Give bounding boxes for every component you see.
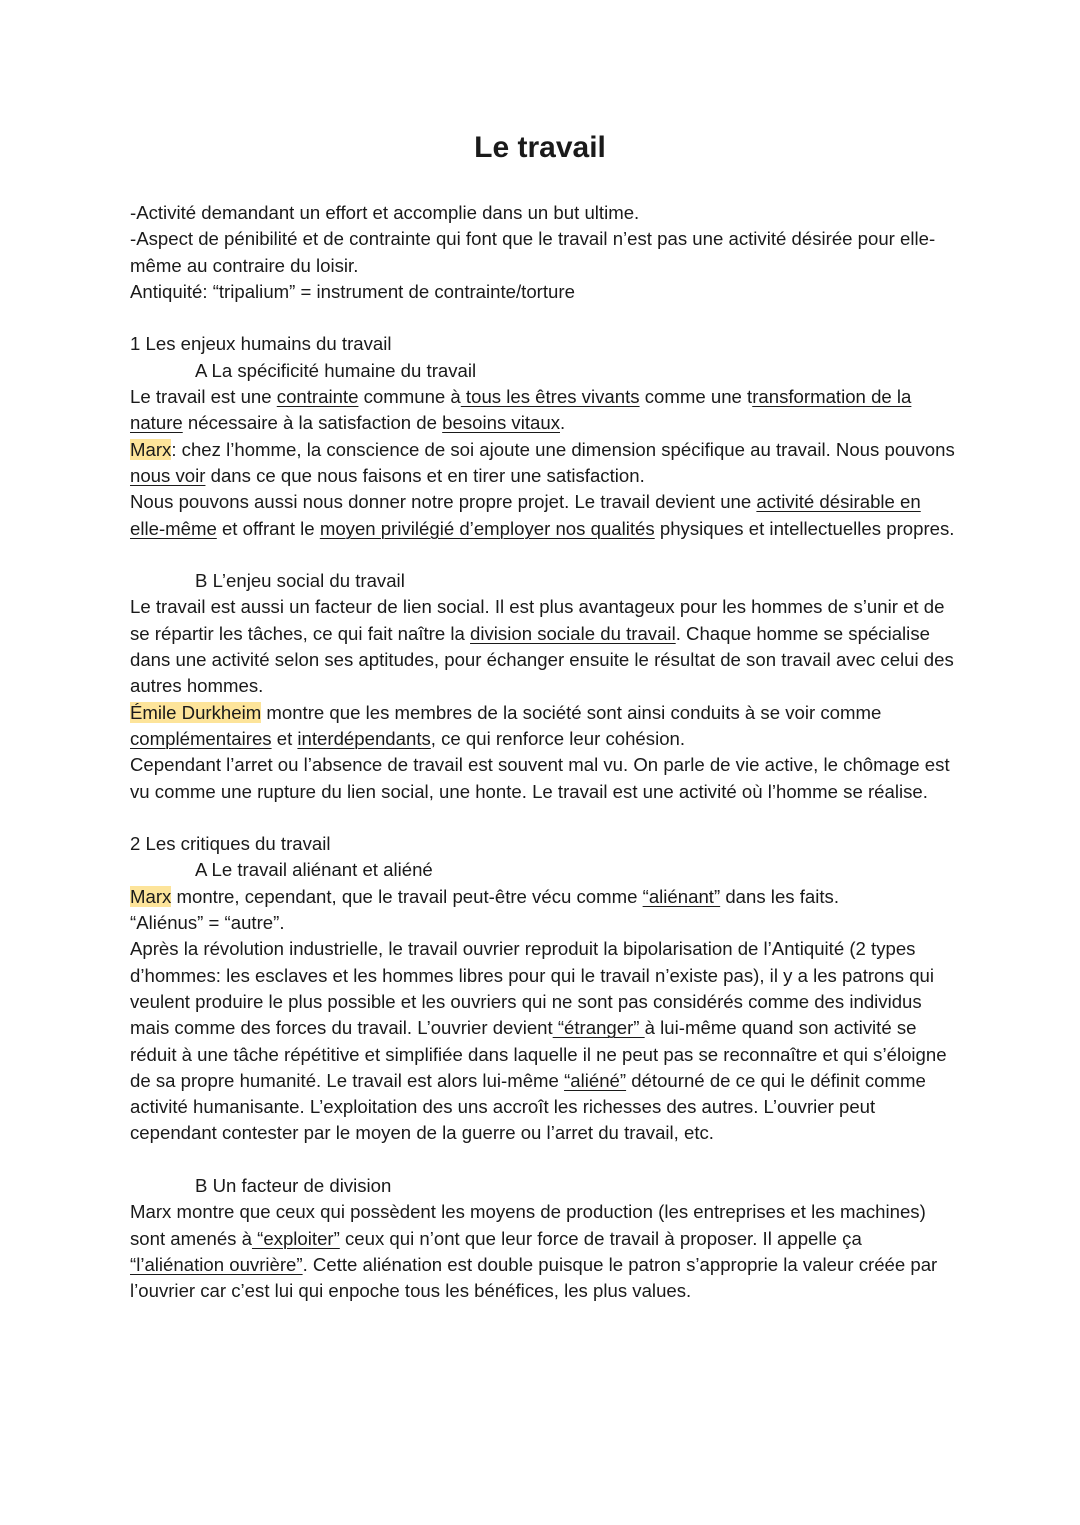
subsection-heading-1b: B L’enjeu social du travail [195, 570, 405, 592]
intro-line: -Aspect de pénibilité et de contrainte qui font que le travail n’est pas une activité désirée pour elle-même au contraire du loisir. [130, 228, 936, 276]
text-span: , ce qui renforce leur cohésion. [430, 727, 686, 749]
underlined-term: “étranger” [552, 1017, 645, 1039]
underlined-term: ransformation de la nature [130, 386, 912, 434]
text-span: ceux qui n’ont que leur force de travail à proposer. Il appelle ça [339, 1227, 862, 1249]
document-page [130, 128, 960, 1304]
underlined-term: “aliéné” [564, 1069, 627, 1091]
spacer [130, 542, 960, 568]
text-span: dans les faits. [720, 885, 840, 907]
paragraph [130, 936, 960, 1146]
document-body [130, 200, 960, 1304]
underlined-term: division sociale du travail [470, 622, 676, 644]
text-span: . [560, 412, 566, 434]
paragraph [130, 1199, 960, 1304]
intro-line: Antiquité: “tripalium” = instrument de contrainte/torture [130, 280, 575, 302]
text-span: Après la révolution industrielle, le travail ouvrier reproduit la bipolarisation de l’Antiquité (2 types d’hommes: les esclaves et les hommes libres pour qui le travail n’existe pas), il y a les patrons qui veulent produire le plus possible et les ouvriers qui ne sont pas considérés comme des individus mais comme des forces du travail. L’ouvrier devient [130, 938, 935, 1039]
underlined-term: activité désirable en elle-même [130, 491, 921, 539]
paragraph: “Aliénus” = “autre”. [130, 912, 285, 934]
text-span: . Cette aliénation est double puisque le patron s’approprie la valeur créée par l’ouvrier car c’est lui qui enpoche tous les bénéfices, les plus values. [130, 1253, 938, 1302]
paragraph [130, 884, 960, 910]
spacer [130, 805, 960, 831]
underlined-term: tous les êtres vivants [460, 386, 640, 408]
underlined-term: complémentaires [130, 727, 272, 749]
section-heading-2: 2 Les critiques du travail [130, 833, 331, 855]
paragraph [130, 489, 960, 542]
text-span: dans ce que nous faisons et en tirer une satisfaction. [205, 464, 645, 486]
text-span: montre que les membres de la société sont ainsi conduits à se voir comme [261, 701, 882, 723]
subsection-heading-1a: A La spécificité humaine du travail [195, 359, 477, 381]
underlined-term: besoins vitaux [442, 412, 560, 434]
text-span: comme une t [639, 386, 753, 408]
spacer [130, 1147, 960, 1173]
text-span: Marx montre que ceux qui possèdent les moyens de production (les entreprises et les machines) sont amenés à [130, 1201, 926, 1249]
intro-line: -Activité demandant un effort et accomplie dans un but ultime. [130, 202, 640, 223]
underlined-term: contrainte [276, 386, 359, 408]
text-span: et offrant le [216, 517, 320, 539]
paragraph [130, 700, 960, 753]
underlined-term: “l’aliénation ouvrière” [130, 1253, 303, 1275]
underlined-term: interdépendants [297, 727, 431, 749]
text-span: . Chaque homme se spécialise dans une activité selon ses aptitudes, pour échanger ensuite le résultat de son travail avec celui des autres hommes. [130, 622, 954, 697]
subsection-heading-2a: A Le travail aliénant et aliéné [195, 859, 433, 881]
underlined-term: moyen privilégié d’employer nos qualités [319, 517, 655, 539]
text-span: Nous pouvons aussi nous donner notre propre projet. Le travail devient une [130, 491, 757, 513]
highlighted-author: Émile Durkheim [130, 701, 262, 723]
text-span: à lui-même quand son activité se réduit à une tâche répétitive et simplifiée dans laquelle il ne peut pas se reconnaître et qui s’éloigne de sa propre humanité. Le travail est alors lui-même [130, 1017, 947, 1091]
text-span: Le travail est aussi un facteur de lien social. Il est plus avantageux pour les hommes de s’unir et de se répartir les tâches, ce qui fait naître la [130, 596, 945, 644]
text-span: détourné de ce qui le définit comme activité humanisante. L’exploitation des uns accroît les richesses des autres. L’ouvrier peut cependant contester par le moyen de la guerre ou l’arret du travail, etc. [130, 1069, 926, 1144]
text-span: Le travail est une [130, 386, 277, 408]
highlighted-author: Marx [130, 438, 172, 460]
highlighted-author: Marx [130, 885, 172, 907]
page-title: Le travail [474, 131, 606, 164]
paragraph [130, 384, 960, 437]
underlined-term: “exploiter” [251, 1227, 340, 1249]
text-span: montre, cependant, que le travail peut-être vécu comme [171, 885, 643, 907]
subsection-heading-2b: B Un facteur de division [195, 1174, 392, 1196]
spacer [130, 305, 960, 331]
underlined-term: nous voir [130, 464, 206, 486]
text-span: et [271, 727, 298, 749]
text-span: nécessaire à la satisfaction de [182, 412, 443, 434]
text-span: commune à [358, 386, 461, 408]
paragraph [130, 437, 960, 490]
underlined-term: “aliénant” [642, 885, 721, 907]
text-span: physiques et intellectuelles propres. [654, 517, 955, 539]
paragraph [130, 594, 960, 699]
text-span: : chez l’homme, la conscience de soi ajoute une dimension spécifique au travail. Nous pouvons [171, 438, 955, 460]
paragraph: Cependant l’arret ou l’absence de travail est souvent mal vu. On parle de vie active, le chômage est vu comme une rupture du lien social, une honte. Le travail est une activité où l’homme se réalise. [130, 754, 950, 802]
section-heading-1: 1 Les enjeux humains du travail [130, 333, 392, 355]
